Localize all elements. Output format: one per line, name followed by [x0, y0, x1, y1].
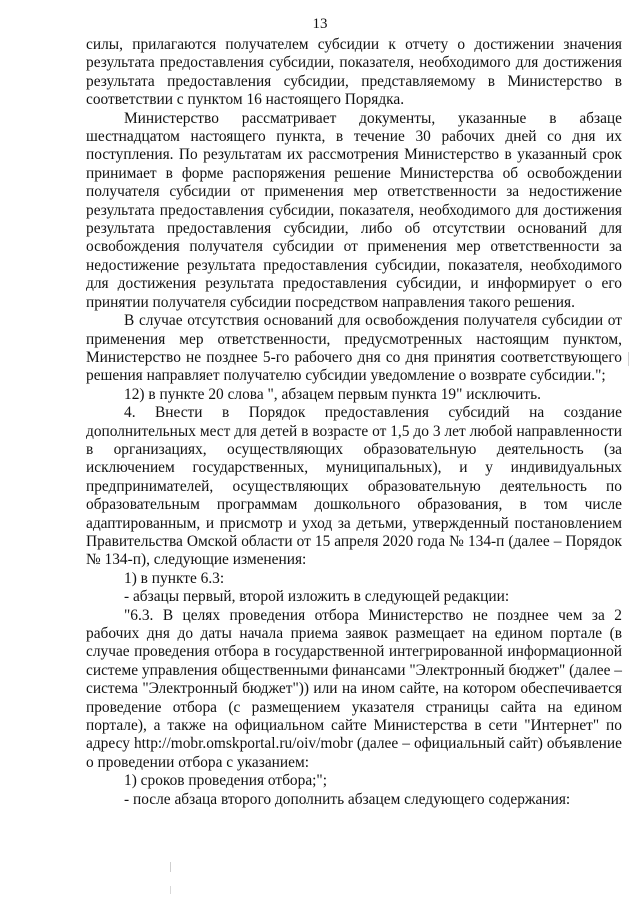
scan-artifact: [170, 886, 171, 894]
paragraph-9: 1) сроков проведения отбора;";: [124, 772, 327, 790]
paragraph-10: - после абзаца второго дополнить абзацем следующего содержания:: [124, 790, 571, 808]
paragraph-7: - абзацы первый, второй изложить в следующей редакции:: [124, 588, 510, 606]
paragraph-4: 12) в пункте 20 слова ", абзацем первым пункта 19" исключить.: [124, 385, 541, 403]
scan-artifact: [628, 352, 629, 366]
paragraph-5: 4. Внести в Порядок предоставления субсидий на создание дополнительных мест для детей в возрасте от 1,5 до 3 лет любой направленности в организациях, осуществляющих образовательную деятельность (за исключением государственных, муниципальных), и у индивидуальных предпринимателей, осуществляющих образовательную деятельность по образовательным программам дошкольного образования, в том числе адаптированным, и присмотр и уход за детьми, утвержденный постановлением Правительства Омской области от 15 апреля 2020 года № 134-п (далее – Порядок № 134-п), следующие изменения:: [86, 404, 622, 569]
scan-artifact: [170, 862, 171, 872]
paragraph-2: Министерство рассматривает документы, указанные в абзаце шестнадцатом настоящего пункта, в течение 30 рабочих дней со дня их поступления. По результатам их рассмотрения Министерство в указанный срок принимает в форме распоряжения решение Министерства об освобождении получателя субсидии от применения мер ответственности за недостижение результата предоставления субсидии, показателя, необходимого для достижения результата предоставления субсидии, либо об отсутствии оснований для освобождения получателя субсидии от применения мер ответственности за недостижение результата предоставления субсидии, показателя, необходимого для достижения результата предоставления субсидии, и информирует о его принятии получателя субсидии посредством направления такого решения.: [86, 109, 622, 311]
paragraph-3: В случае отсутствия оснований для освобождения получателя субсидии от применения мер ответственности, предусмотренных настоящим пунктом, Министерство не позднее 5-го рабочего дня со дня принятия соответствующего решения направляет получателю субсидии уведомление о возврате субсидии.";: [86, 312, 622, 385]
page-number: 13: [312, 16, 328, 32]
paragraph-1: силы, прилагаются получателем субсидии к отчету о достижении значения результата предоставления субсидии, показателя, необходимого для достижения результата предоставления субсидии, представляемому в Министерство в соответствии с пунктом 16 настоящего Порядка.: [86, 36, 622, 109]
paragraph-6: 1) в пункте 6.3:: [124, 569, 225, 587]
document-body: [86, 36, 622, 809]
paragraph-8: "6.3. В целях проведения отбора Министерство не позднее чем за 2 рабочих дня до даты начала приема заявок размещает на едином портале (в случае проведения отбора в государственной интегрированной информационной системе управления общественными финансами "Электронный бюджет" (далее – система "Электронный бюджет")) или на ином сайте, на котором обеспечивается проведение отбора (с размещением указателя страницы сайта на едином портале), а также на официальном сайте Министерства в сети "Интернет" по адресу http://mobr.omskportal.ru/oiv/mobr (далее – официальный сайт) объявление о проведении отбора с указанием:: [86, 606, 622, 771]
